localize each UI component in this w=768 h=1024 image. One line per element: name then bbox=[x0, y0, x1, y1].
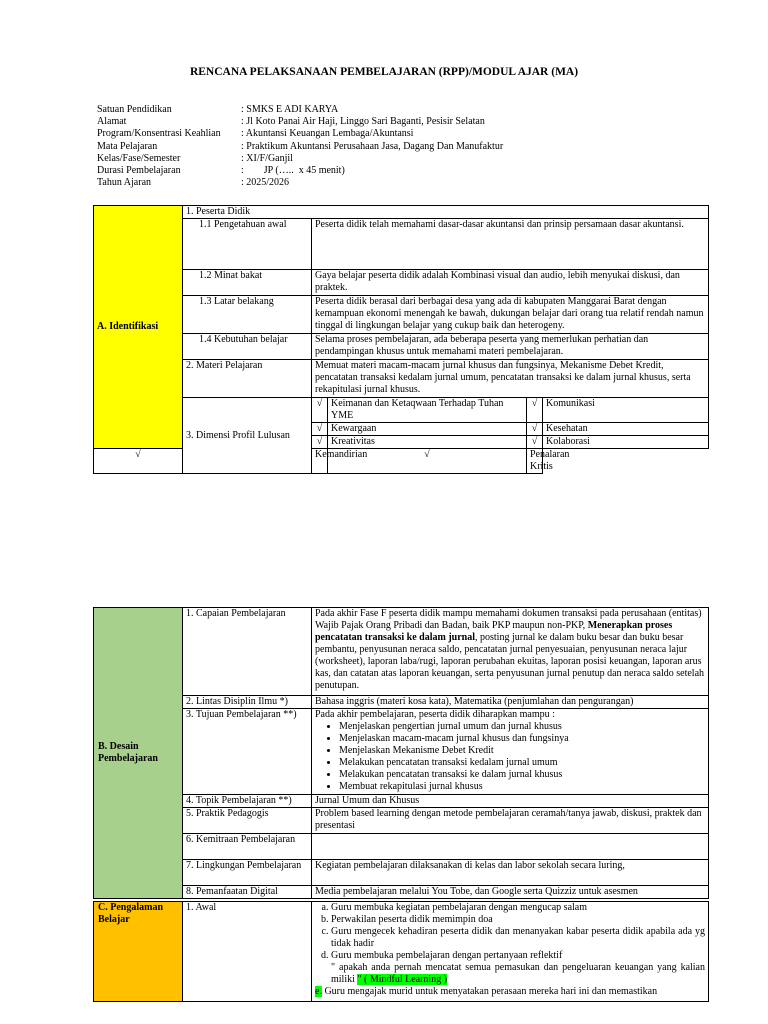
dimensi-item: Kesehatan bbox=[543, 423, 709, 436]
minat-bakat-label: 1.2 Minat bakat bbox=[183, 270, 312, 296]
list-item: • Menjelaskan macam-macam jurnal khusus dan fungsinya bbox=[339, 733, 705, 745]
praktik-label: 5. Praktik Pedagogis bbox=[183, 808, 312, 834]
meta-value: : Jl Koto Panai Air Haji, Linggo Sari Baganti, Pesisir Selatan bbox=[241, 116, 485, 128]
list-item: a. Guru membuka kegiatan pembelajaran dengan mengucap salam bbox=[331, 902, 705, 914]
list-item: • Membuat rekapitulasi jurnal khusus bbox=[339, 781, 705, 793]
awal-label: 1. Awal bbox=[183, 902, 312, 1002]
meta-label: Tahun Ajaran bbox=[97, 177, 152, 189]
meta-row bbox=[97, 116, 503, 128]
meta-row bbox=[97, 165, 503, 177]
meta-row bbox=[97, 153, 503, 165]
check-mark: √ bbox=[328, 449, 527, 474]
list-item: • Melakukan pencatatan transaksi ke dalam jurnal khusus bbox=[339, 769, 705, 781]
check-mark: √ bbox=[94, 449, 183, 474]
latar-belakang-label: 1.3 Latar belakang bbox=[183, 296, 312, 334]
capaian-label: 1. Capaian Pembelajaran bbox=[183, 608, 312, 696]
capaian-text-bold: Menerapkan proses pencatatan transaksi ke dalam jurnal bbox=[315, 620, 673, 643]
desain-table bbox=[93, 607, 709, 899]
check-mark: √ bbox=[312, 398, 328, 423]
meta-label: Kelas/Fase/Semester bbox=[97, 152, 181, 164]
digital-value: Media pembelajaran melalui You Tobe, dan Google serta Quizziz untuk asesmen bbox=[312, 886, 709, 899]
meta-label: Alamat bbox=[97, 116, 127, 128]
peserta-didik-label: 1. Peserta Didik bbox=[183, 206, 709, 219]
awal-list bbox=[315, 902, 705, 986]
kemitraan-value bbox=[312, 834, 709, 860]
tujuan-label: 3. Tujuan Pembelajaran **) bbox=[183, 709, 312, 795]
meta-value: : JP (….. x 45 menit) bbox=[241, 165, 345, 177]
list-item: b. Perwakilan peserta didik memimpin doa bbox=[331, 914, 705, 926]
list-item bbox=[315, 986, 705, 998]
check-mark: √ bbox=[312, 423, 328, 436]
meta-value: : 2025/2026 bbox=[241, 177, 290, 189]
meta-label: Program/Konsentrasi Keahlian bbox=[97, 128, 221, 140]
kemitraan-label: 6. Kemitraan Pembelajaran bbox=[183, 834, 312, 860]
capaian-text-post: , posting jurnal ke dalam buku besar dan buku besar pembantu, penyusunan neraca saldo, pencatatan jurnal penyesuaian, penyusunan neraca lajur (worksheet), laporan laba/rugi, laporan perubahan ekuitas, laporan posisi keuangan, laporan arus kas, dan catatan atas laporan keuangan, serta penyusunan jurnal penutup dan neraca saldo setelah penutupan. bbox=[315, 632, 705, 691]
item-e-text: Guru mengajak murid untuk menyatakan perasaan mereka hari ini dan memastikan bbox=[324, 986, 658, 997]
section-b-label: B. Desain Pembelajaran bbox=[94, 608, 183, 899]
dimensi-item: Kemandirian bbox=[312, 449, 328, 474]
identifikasi-table bbox=[93, 205, 709, 474]
capaian-text-pre: Pada akhir Fase F peserta didik mampu memahami dokumen transaksi pada perusahaan (entitas) Wajib Pajak Orang Pribadi dan Badan, baik PKP maupun non-PKP, bbox=[315, 608, 702, 631]
list-item: • Menjelaskan Mekanisme Debet Kredit bbox=[339, 745, 705, 757]
kebutuhan-value: Selama proses pembelajaran, ada beberapa peserta yang memerlukan perhatian dan pendampingan khusus untuk memahami materi pembelajaran. bbox=[312, 334, 709, 360]
materi-label: 2. Materi Pelajaran bbox=[183, 360, 312, 398]
meta-value: : Praktikum Akuntansi Perusahaan Jasa, Dagang Dan Manufaktur bbox=[241, 140, 504, 152]
topik-label: 4. Topik Pembelajaran **) bbox=[183, 795, 312, 808]
section-c-label: C. Pengalaman Belajar bbox=[94, 902, 183, 1002]
meta-label: Durasi Pembelajaran bbox=[97, 165, 181, 177]
dimensi-item: Keimanan dan Ketaqwaan Terhadap Tuhan YME bbox=[328, 398, 527, 423]
meta-row bbox=[97, 128, 503, 140]
pengalaman-table bbox=[93, 901, 709, 1002]
item-e-marker: e. bbox=[315, 986, 322, 997]
dimensi-item: Penalaran Kritis bbox=[527, 449, 543, 474]
page-title: RENCANA PELAKSANAAN PEMBELAJARAN (RPP)/MODUL AJAR (MA) bbox=[189, 66, 579, 78]
dimensi-item: Kewargaan bbox=[328, 423, 527, 436]
capaian-value bbox=[312, 608, 709, 696]
list-item: • Melakukan pencatatan transaksi kedalam jurnal umum bbox=[339, 757, 705, 769]
latar-belakang-value: Peserta didik berasal dari berbagai desa yang ada di kabupaten Manggarai Barat dengan kemampuan ekonomi menengah ke bawah, dukungan belajar dari orang tua relatif rendah namun tinggal di lingkungan belajar yang cukup baik dan heterogeny. bbox=[312, 296, 709, 334]
check-mark: √ bbox=[527, 398, 543, 423]
section-a-label: A. Identifikasi bbox=[94, 206, 183, 449]
lingkungan-label: 7. Lingkungan Pembelajaran bbox=[183, 860, 312, 886]
lintas-label: 2. Lintas Disiplin Ilmu *) bbox=[183, 696, 312, 709]
praktik-value: Problem based learning dengan metode pembelajaran ceramah/tanya jawab, diskusi, praktek dan presentasi bbox=[312, 808, 709, 834]
dimensi-item: Kreativitas bbox=[328, 436, 527, 449]
meta-value: : XI/F/Ganjil bbox=[241, 152, 293, 164]
dimensi-item: Kolaborasi bbox=[543, 436, 709, 449]
dimensi-label: 3. Dimensi Profil Lulusan bbox=[183, 398, 312, 474]
mindful-learning-highlight: " ( Mindful Learning ) bbox=[357, 974, 448, 985]
meta-row bbox=[97, 177, 503, 189]
list-item: • Menjelaskan pengertian jurnal umum dan jurnal khusus bbox=[339, 721, 705, 733]
topik-value: Jurnal Umum dan Khusus bbox=[312, 795, 709, 808]
tujuan-intro: Pada akhir pembelajaran, peserta didik diharapkan mampu : bbox=[315, 709, 555, 720]
awal-value bbox=[312, 902, 709, 1002]
digital-label: 8. Pemanfaatan Digital bbox=[183, 886, 312, 899]
tujuan-list bbox=[315, 721, 705, 793]
check-mark: √ bbox=[527, 423, 543, 436]
lintas-value: Bahasa inggris (materi kosa kata), Matematika (penjumlahan dan pengurangan) bbox=[312, 696, 709, 709]
pengetahuan-awal-label: 1.1 Pengetahuan awal bbox=[183, 219, 312, 270]
item-d-quote: " apakah anda pernah mencatat semua pemasukan dan pengeluaran keuangan yang kalian miliki bbox=[331, 962, 705, 985]
item-d-text: Guru membuka pembelajaran dengan pertanyaan reflektif bbox=[331, 950, 563, 961]
check-mark: √ bbox=[527, 436, 543, 449]
meta-label: Satuan Pendidikan bbox=[97, 104, 172, 115]
meta-row bbox=[97, 141, 503, 153]
identity-block bbox=[97, 104, 503, 189]
dimensi-item: Komunikasi bbox=[543, 398, 709, 423]
meta-value: : SMKS E ADI KARYA bbox=[241, 104, 339, 115]
check-mark: √ bbox=[312, 436, 328, 449]
meta-label: Mata Pelajaran bbox=[97, 140, 158, 152]
minat-bakat-value: Gaya belajar peserta didik adalah Kombinasi visual dan audio, lebih menyukai diskusi, dan praktek. bbox=[312, 270, 709, 296]
lingkungan-value: Kegiatan pembelajaran dilaksanakan di kelas dan labor sekolah secara luring, bbox=[312, 860, 709, 886]
kebutuhan-label: 1.4 Kebutuhan belajar bbox=[183, 334, 312, 360]
tujuan-value bbox=[312, 709, 709, 795]
meta-value: : Akuntansi Keuangan Lembaga/Akuntansi bbox=[241, 128, 414, 140]
meta-row bbox=[97, 104, 503, 116]
materi-value: Memuat materi macam-macam jurnal khusus dan fungsinya, Mekanisme Debet Kredit, pencatatan transaksi kedalam jurnal umum, pencatatan transaksi ke dalam jurnal khusus, serta rekapitulasi jurnal khusus. bbox=[312, 360, 709, 398]
list-item: c. Guru mengecek kehadiran peserta didik dan menanyakan kabar peserta didik apabila ada yg tidak hadir bbox=[331, 926, 705, 950]
pengetahuan-awal-value: Peserta didik telah memahami dasar-dasar akuntansi dan prinsip persamaan dasar akuntansi. bbox=[312, 219, 709, 270]
list-item bbox=[331, 950, 705, 986]
